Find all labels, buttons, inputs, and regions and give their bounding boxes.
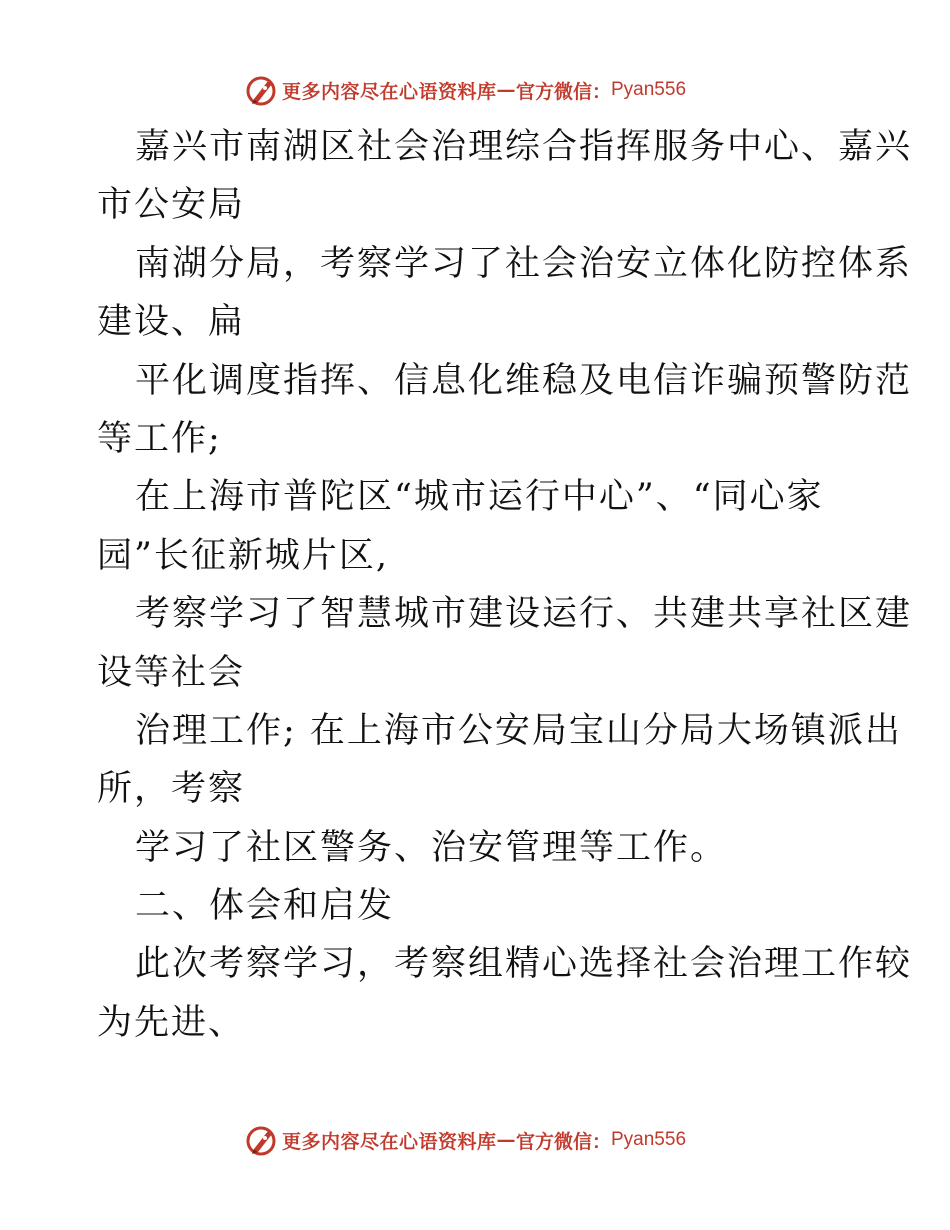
body-line-11: 治理工作; 在上海市公安局宝山分局大场镇派出 — [135, 710, 902, 751]
pen-circle-logo-icon — [244, 1123, 278, 1157]
body-line-9: 考察学习了智慧城市建设运行、共建共享社区建 — [135, 594, 913, 635]
body-line-4: 建设、扁 — [97, 302, 246, 343]
body-line-15: 此次考察学习，考察组精心选择社会治理工作较 — [135, 944, 913, 985]
header-banner-dash: — — [496, 79, 516, 101]
body-line-1: 嘉兴市南湖区社会治理综合指挥服务中心、嘉兴 — [135, 127, 913, 167]
footer-banner-title: 更多内容尽在心语资料库 — [281, 1130, 497, 1153]
section-heading: 二、体会和启发 — [135, 886, 395, 927]
body-line-5: 平化调度指挥、信息化维稳及电信诈骗预警防范 — [135, 360, 913, 401]
body-line-6: 等工作; — [97, 418, 222, 459]
footer-banner-dash: — — [496, 1129, 516, 1151]
header-banner-title: 更多内容尽在心语资料库 — [281, 80, 497, 103]
footer-banner-inner — [244, 1123, 686, 1157]
header-banner-wechat-label: 官方微信： — [515, 80, 611, 103]
footer-banner — [0, 1120, 950, 1160]
header-banner-wechat-id: Pyan556 — [611, 79, 687, 100]
header-banner-inner — [244, 73, 686, 107]
footer-banner-wechat-label: 官方微信： — [515, 1130, 611, 1153]
body-line-10: 设等社会 — [97, 652, 246, 693]
document-body — [97, 118, 913, 1052]
body-line-16: 为先进、 — [97, 1002, 246, 1043]
pen-circle-logo-icon — [244, 73, 278, 107]
header-banner — [0, 70, 950, 110]
body-line-8: 园”长征新城片区, — [97, 535, 390, 576]
footer-banner-wechat-id: Pyan556 — [611, 1129, 687, 1150]
body-line-2: 市公安局 — [97, 185, 246, 226]
body-line-3: 南湖分局，考察学习了社会治安立体化防控体系 — [135, 243, 913, 284]
body-line-7: 在上海市普陀区“城市运行中心”、“同心家 — [135, 477, 824, 518]
body-line-13: 学习了社区警务、治安管理等工作。 — [135, 827, 728, 868]
body-line-12: 所，考察 — [97, 769, 246, 810]
